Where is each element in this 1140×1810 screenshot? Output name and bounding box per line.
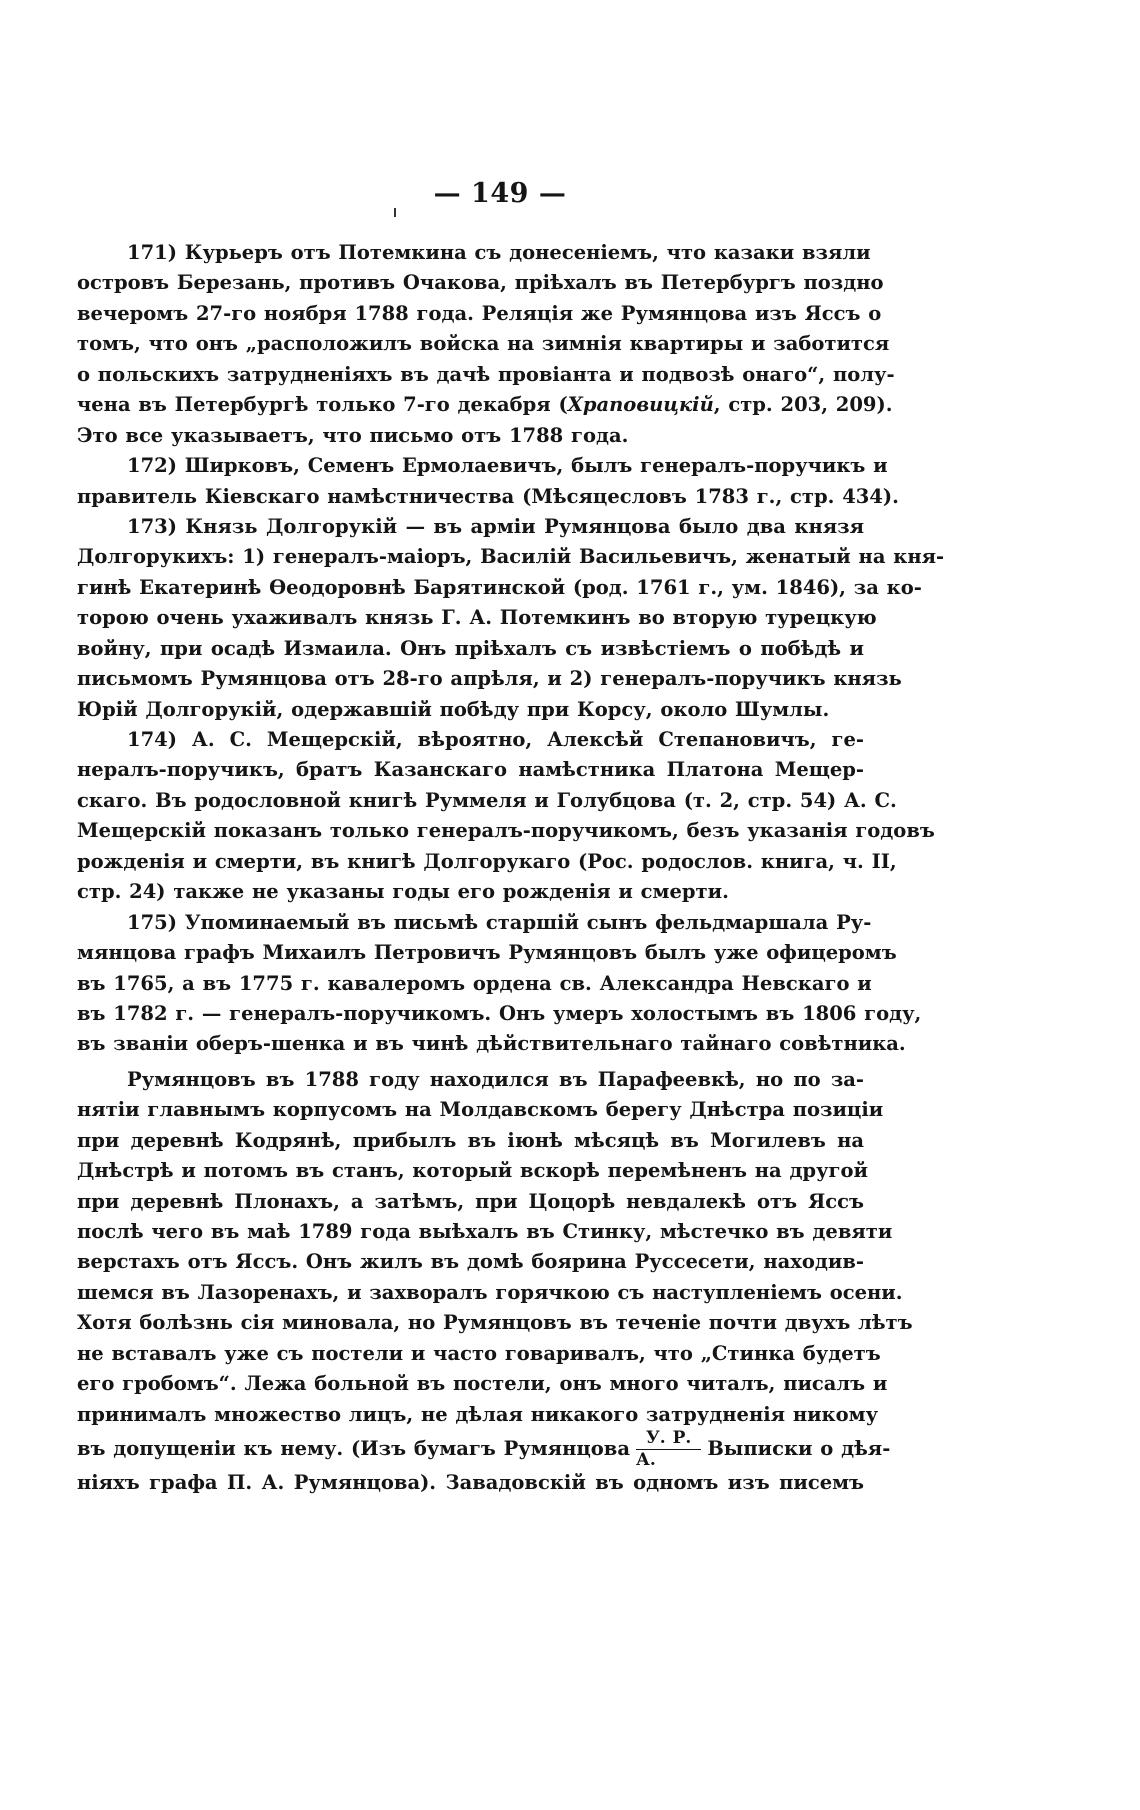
text-line: Это все указываетъ, что письмо отъ 1788 года. bbox=[77, 423, 629, 447]
text-line-with-citation bbox=[77, 390, 893, 420]
text-line: въ 1765, а въ 1775 г. кавалеромъ ордена св. Александра Невскаго и bbox=[77, 971, 872, 995]
text-line: правитель Кіевскаго намѣстничества (Мѣсяцесловъ 1783 г., стр. 434). bbox=[77, 484, 899, 508]
text-line: Днѣстрѣ и потомъ въ станъ, который вскорѣ перемѣненъ на другой bbox=[77, 1159, 868, 1183]
paragraph-start-line: Румянцовъ въ 1788 году находился въ Парафеевкѣ, но по за- bbox=[127, 1067, 864, 1091]
text-line: войну, при осадѣ Измаила. Онъ пріѣхалъ съ извѣстіемъ о побѣдѣ и bbox=[77, 636, 864, 660]
italic-citation: Храповицкій bbox=[567, 393, 714, 417]
text-line: вечеромъ 27-го ноября 1788 года. Реляція же Румянцова изъ Яссъ о bbox=[77, 301, 882, 325]
text-line: гинѣ Екатеринѣ Ѳеодоровнѣ Барятинской (род. 1761 г., ум. 1846), за ко- bbox=[77, 575, 922, 599]
text-line: принималъ множество лицъ, не дѣлая никакого затрудненія никому bbox=[77, 1402, 879, 1426]
line-text: чена въ Петербургѣ только 7-го декабря ( bbox=[77, 393, 568, 417]
text-line: въ 1782 г. — генералъ-поручикомъ. Онъ умеръ холостымъ въ 1806 году, bbox=[77, 1001, 922, 1025]
page-number: — 149 — bbox=[433, 178, 567, 209]
text-line: письмомъ Румянцова отъ 28-го апрѣля, и 2) генералъ-поручикъ князь bbox=[77, 667, 902, 691]
text-line: въ званіи оберъ-шенка и въ чинѣ дѣйствительнаго тайнаго совѣтника. bbox=[77, 1032, 906, 1056]
fraction-reference bbox=[636, 1430, 701, 1469]
text-line: шемся въ Лазоренахъ, и захворалъ горячкою съ наступленіемъ осени. bbox=[77, 1280, 903, 1304]
note-172-line: 172) Ширковъ, Семенъ Ермолаевичъ, былъ генералъ-поручикъ и bbox=[127, 454, 888, 478]
text-line: нятіи главнымъ корпусомъ на Молдавскомъ берегу Днѣстра позиціи bbox=[77, 1098, 884, 1122]
text-line: Мещерскій показанъ только генералъ-поручикомъ, безъ указанія годовъ bbox=[77, 819, 935, 843]
text-line: не вставалъ уже съ постели и часто говаривалъ, что „Стинка будетъ bbox=[77, 1341, 881, 1365]
fraction-numerator: У. Р. bbox=[636, 1430, 701, 1450]
line-text: Выписки о дѣя- bbox=[707, 1437, 891, 1461]
text-line: мянцова графъ Михаилъ Петровичъ Румянцовъ былъ уже офицеромъ bbox=[77, 941, 897, 965]
note-173-line: 173) Князь Долгорукій — въ арміи Румянцова было два князя bbox=[127, 514, 864, 538]
text-line: 171) Курьеръ отъ Потемкина съ донесеніемъ, что казаки взяли bbox=[127, 241, 871, 264]
text-line: нералъ-поручикъ, братъ Казанскаго намѣстника Платона Мещер- bbox=[77, 758, 864, 782]
text-line: о польскихъ затрудненіяхъ въ дачѣ провіанта и подвозѣ онаго“, полу- bbox=[77, 362, 895, 386]
line-text: въ допущеніи къ нему. (Изъ бумагъ Румянцова bbox=[77, 1437, 630, 1461]
text-line: при деревнѣ Плонахъ, а затѣмъ, при Цоцорѣ невдалекѣ отъ Яссъ bbox=[77, 1189, 864, 1213]
text-line: при деревнѣ Кодрянѣ, прибылъ въ іюнѣ мѣсяцѣ въ Могилевъ на bbox=[77, 1128, 864, 1152]
text-line: стр. 24) также не указаны годы его рожденія и смерти. bbox=[77, 880, 729, 904]
text-line: Юрій Долгорукій, одержавшій побѣду при Корсу, около Шумлы. bbox=[77, 697, 830, 721]
text-line: островъ Березань, противъ Очакова, пріѣхалъ въ Петербургъ поздно bbox=[77, 271, 884, 295]
note-174-line: 174) А. С. Мещерскій, вѣроятно, Алексѣй Степановичъ, ге- bbox=[127, 728, 864, 751]
text-line: верстахъ отъ Яссъ. Онъ жилъ въ домѣ боярина Руссесети, находив- bbox=[77, 1250, 864, 1274]
text-line: Хотя болѣзнь сія миновала, но Румянцовъ въ теченіе почти двухъ лѣтъ bbox=[77, 1311, 913, 1335]
fraction-denominator: А. bbox=[635, 1450, 656, 1471]
text-line: ніяхъ графа П. А. Румянцова). Завадовскій въ одномъ изъ писемъ bbox=[77, 1471, 864, 1495]
text-line-with-fraction bbox=[77, 1428, 891, 1471]
line-text: , стр. 203, 209). bbox=[713, 393, 893, 417]
text-line: послѣ чего въ маѣ 1789 года выѣхалъ въ Стинку, мѣстечко въ девяти bbox=[77, 1220, 893, 1243]
body-text bbox=[77, 238, 945, 1499]
note-175-line: 175) Упоминаемый въ письмѣ старшій сынъ фельдмаршала Ру- bbox=[127, 910, 872, 934]
text-line: торою очень ухаживалъ князь Г. А. Потемкинъ во вторую турецкую bbox=[77, 606, 877, 630]
text-line: скаго. Въ родословной книгѣ Руммеля и Голубцова (т. 2, стр. 54) А. С. bbox=[77, 788, 897, 812]
stray-print-mark bbox=[394, 208, 396, 217]
text-line: Долгорукихъ: 1) генералъ-маіоръ, Василій Васильевичъ, женатый на кня- bbox=[77, 545, 945, 569]
text-line: томъ, что онъ „расположилъ войска на зимнія квартиры и заботится bbox=[77, 332, 890, 356]
text-line: рожденія и смерти, въ книгѣ Долгорукаго (Рос. родослов. книга, ч. II, bbox=[77, 849, 897, 873]
text-line: его гробомъ“. Лежа больной въ постели, онъ много читалъ, писалъ и bbox=[77, 1372, 888, 1396]
